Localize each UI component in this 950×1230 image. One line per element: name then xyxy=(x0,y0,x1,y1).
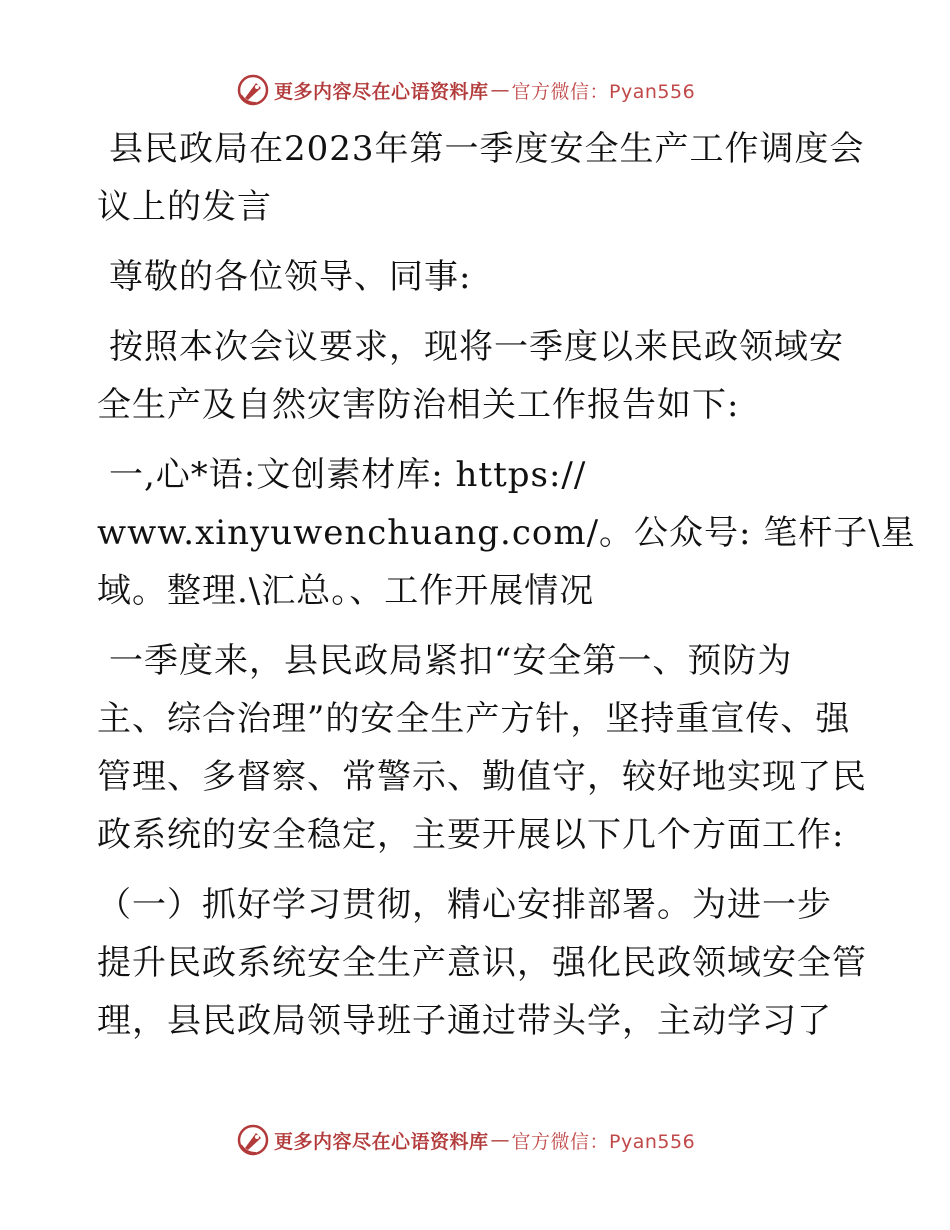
paragraph-line: 政系统的安全稳定，主要开展以下几个方面工作: xyxy=(97,815,845,855)
document-title xyxy=(97,120,865,236)
title-line: 议上的发言 xyxy=(97,187,272,227)
salutation: 尊敬的各位领导、同事: xyxy=(109,257,472,297)
header-watermark-banner xyxy=(236,72,695,108)
pen-nib-logo-icon xyxy=(236,73,270,107)
body-paragraph-1 xyxy=(97,632,867,864)
document-body xyxy=(97,120,916,1050)
banner-separator: — xyxy=(490,79,510,101)
paragraph-line: 管理、多督察、常警示、勤值守，较好地实现了民 xyxy=(97,757,867,797)
banner-brand-text: 更多内容尽在心语资料库 xyxy=(274,80,489,103)
banner-wechat-text: 官方微信：Pyan556 xyxy=(511,80,696,103)
banner-separator: — xyxy=(490,1129,510,1151)
intro-paragraph xyxy=(97,318,857,434)
heading-line: www.xinyuwenchuang.com/。公众号: 笔杆子\星 xyxy=(97,513,916,553)
paragraph-line: 按照本次会议要求，现将一季度以来民政领域安 xyxy=(109,327,844,367)
title-line: 县民政局在2023年第一季度安全生产工作调度会 xyxy=(109,129,865,169)
paragraph-line: 提升民政系统安全生产意识，强化民政领域安全管 xyxy=(97,943,867,983)
paragraph-line: 理，县民政局领导班子通过带头学，主动学习了 xyxy=(97,1001,832,1041)
heading-line: 一,心*语:文创素材库: https:// xyxy=(109,455,587,495)
paragraph-line: （一）抓好学习贯彻，精心安排部署。为进一步 xyxy=(97,885,832,925)
banner-wechat-text: 官方微信：Pyan556 xyxy=(511,1130,696,1153)
pen-nib-logo-icon xyxy=(236,1123,270,1157)
heading-line: 域。整理.\汇总。、工作开展情况 xyxy=(97,571,595,611)
banner-brand-text: 更多内容尽在心语资料库 xyxy=(274,1130,489,1153)
paragraph-line: 全生产及自然灾害防治相关工作报告如下: xyxy=(97,385,740,425)
body-paragraph-2 xyxy=(97,876,867,1050)
footer-watermark-banner xyxy=(236,1122,695,1158)
section-heading xyxy=(97,446,916,620)
paragraph-line: 主、综合治理”的安全生产方针，坚持重宣传、强 xyxy=(97,699,851,739)
paragraph-line: 一季度来，县民政局紧扣“安全第一、预防为 xyxy=(109,641,793,681)
